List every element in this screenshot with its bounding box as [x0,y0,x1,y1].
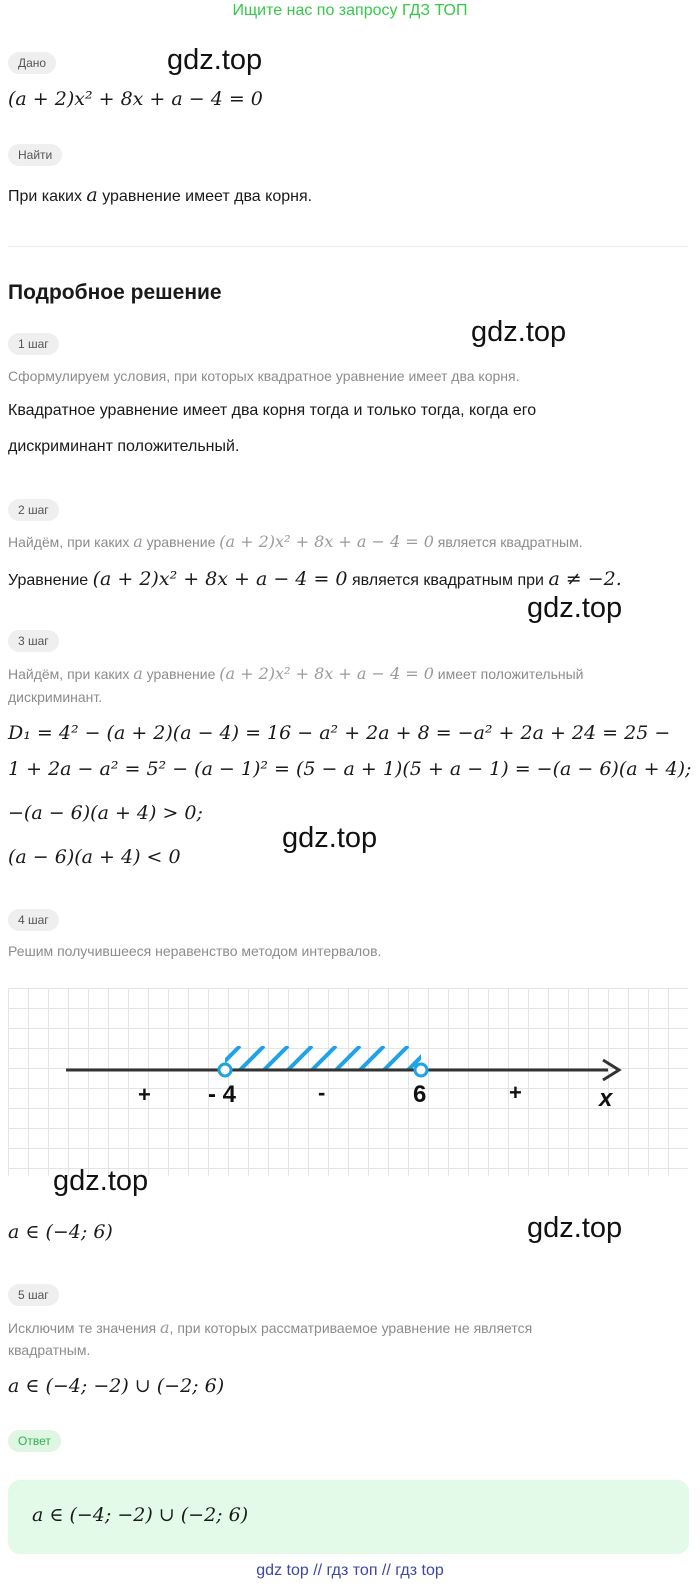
step-2-text-equation: (a + 2)x² + 8x + a − 4 = 0 [92,568,348,590]
answer-value: a ∈ (−4; −2) ∪ (−2; 6) [32,1504,249,1526]
watermark: gdz.top [53,1165,149,1197]
given-label: Дано [8,52,56,74]
find-text [8,184,312,206]
interval-hatching [216,1046,432,1070]
step-5-hint-var: a [160,1318,170,1337]
step-4-hint: Решим получившееся неравенство методом интервалов. [8,943,382,959]
step-3-hint-before: Найдём, при каких [8,666,130,682]
find-label: Найти [8,144,62,166]
step-3-hint-var: a [133,664,143,683]
axis-variable-x: x [599,1085,613,1112]
number-line-diagram [8,988,688,1176]
step-3-inequality-2: (a − 6)(a + 4) < 0 [8,846,181,868]
find-text-before: При каких [8,188,82,205]
step-5-badge [8,1284,59,1306]
step-5-hint-line-2: квадратным. [8,1342,91,1358]
step-5-label: 5 шаг [8,1284,59,1306]
step-3-hint-equation: (a + 2)x² + 8x + a − 4 = 0 [219,664,434,683]
step-2-hint [8,532,583,551]
step-3-label: 3 шаг [8,630,59,652]
label-6: 6 [413,1081,427,1108]
step-5-result: a ∈ (−4; −2) ∪ (−2; 6) [8,1375,225,1397]
solution-heading: Подробное решение [8,281,222,304]
step-5-hint-after: , при которых рассматриваемое уравнение не является [169,1320,533,1336]
step-2-text-before: Уравнение [8,572,89,589]
step-3-hint-mid: уравнение [146,666,216,682]
step-3-hint [8,664,584,683]
sign-left: + [138,1082,151,1107]
step-2-badge [8,499,59,521]
watermark: gdz.top [167,44,263,76]
point-minus-4 [219,1064,231,1076]
sign-middle: - [318,1080,326,1105]
step-3-calc-2: 1 + 2a − a² = 5² − (a − 1)² = (5 − a + 1)(5 + a − 1) = −(a − 6)(a + 4); [8,758,692,780]
step-4-label: 4 шаг [8,909,59,931]
watermark: gdz.top [527,592,623,624]
section-divider [8,246,688,247]
footer-links[interactable]: gdz top // гдз топ // гдз top [256,1562,444,1579]
number-line-svg [8,988,688,1176]
step-2-label: 2 шаг [8,499,59,521]
step-3-hint-line-2: дискриминант. [8,689,103,705]
step-1-hint: Сформулируем условия, при которых квадратное уравнение имеет два корня. [8,368,520,384]
find-badge [8,144,62,166]
given-equation: (a + 2)x² + 8x + a − 4 = 0 [8,88,263,110]
answer-box [8,1480,689,1554]
answer-label: Ответ [8,1430,61,1452]
watermark: gdz.top [527,1212,623,1244]
step-4-result: a ∈ (−4; 6) [8,1221,113,1243]
find-var: a [86,184,98,206]
given-badge [8,52,56,74]
step-1-badge [8,333,59,355]
answer-badge [8,1430,61,1452]
step-5-hint [8,1318,532,1337]
step-3-calc-1: D₁ = 4² − (a + 2)(a − 4) = 16 − a² + 2a + 8 = −a² + 2a + 24 = 25 − [8,722,671,744]
step-2-hint-after: является квадратным. [437,534,583,550]
search-banner: Ищите нас по запросу ГДЗ ТОП [232,2,468,19]
sign-right: + [509,1080,522,1105]
step-1-line-2: дискриминант положительный. [8,438,240,455]
point-6 [415,1064,427,1076]
find-text-after: уравнение имеет два корня. [102,188,313,205]
step-1-label: 1 шаг [8,333,59,355]
watermark: gdz.top [282,822,378,854]
step-3-badge [8,630,59,652]
watermark: gdz.top [471,316,567,348]
step-2-text-mid: является квадратным при [351,572,544,589]
step-3-hint-after: имеет положительный [437,666,584,682]
step-2-hint-before: Найдём, при каких [8,534,130,550]
step-5-hint-before: Исключим те значения [8,1320,157,1336]
step-2-condition: a ≠ −2. [548,568,622,590]
step-2-hint-equation: (a + 2)x² + 8x + a − 4 = 0 [219,532,434,551]
step-2-text [8,568,622,590]
step-3-inequality-1: −(a − 6)(a + 4) > 0; [8,802,203,824]
label-minus-4: - 4 [208,1081,237,1108]
step-2-hint-var: a [133,532,143,551]
step-1-line-1: Квадратное уравнение имеет два корня тогда и только тогда, когда его [8,402,537,419]
step-2-hint-mid: уравнение [146,534,216,550]
step-4-badge [8,909,59,931]
